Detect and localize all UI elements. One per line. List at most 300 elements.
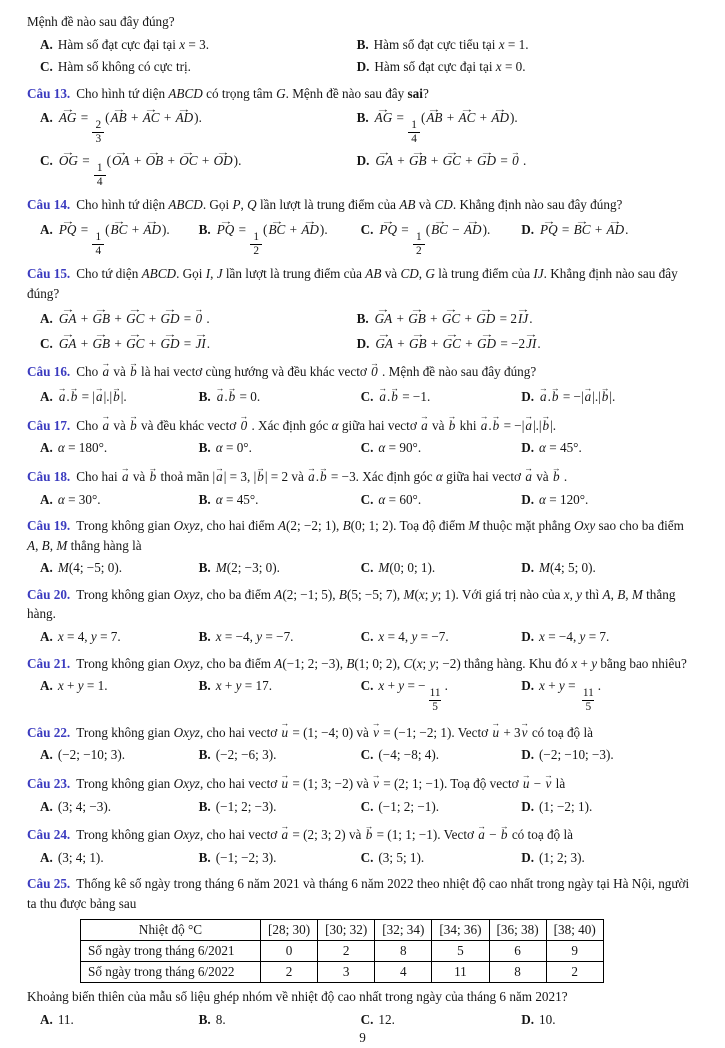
answer-option: [361, 438, 516, 458]
vector-symbol: a →: [102, 414, 111, 432]
option-letter: C.: [360, 440, 374, 456]
option-text: GA → + GB → + GC → + GD → = 0 → .: [374, 153, 526, 168]
vector-symbol: AD →: [606, 218, 626, 236]
fraction: $\frac{1}{4}$: [408, 119, 420, 145]
options-grid: [40, 797, 698, 817]
option-text: (−1; 2; −1).: [378, 798, 440, 814]
answer-option: [357, 331, 695, 353]
question-body: Trong không gian Oxyz, cho ba điểm A(−1; 2; −3), B(1; 0; 2), C(x; y; −2) thẳng hàng. Khu đó x + y bằng bao nhiêu?: [76, 655, 687, 671]
answer-option: [40, 676, 193, 713]
option-letter: C.: [360, 629, 374, 644]
question-block: [27, 264, 698, 353]
fraction: $\frac{1}{4}$: [94, 162, 106, 188]
vector-symbol: b →: [129, 360, 138, 378]
answer-option: [357, 57, 695, 77]
answer-option: [357, 35, 695, 55]
answer-option: [199, 745, 355, 765]
vector-symbol: u →: [281, 720, 290, 738]
vector-symbol: a →: [95, 385, 104, 403]
vector-symbol: u →: [281, 772, 290, 790]
vector-symbol: a →: [216, 385, 225, 403]
question-text: [27, 465, 698, 487]
vector-symbol: b →: [542, 414, 551, 432]
option-text: a →.b → = −1.: [378, 389, 430, 404]
answer-option: [40, 35, 351, 55]
answer-option: [40, 385, 193, 407]
question-body: Thống kê số ngày trong tháng 6 năm 2021 và tháng 6 năm 2022 theo nhiệt độ cao nhất trong ngày tại Hà Nội, người ta thu được bảng sau: [27, 876, 690, 911]
option-text: x + y = 17.: [215, 678, 272, 694]
vector-symbol: b →: [390, 385, 399, 403]
vector-symbol: GA →: [58, 307, 78, 325]
question-block: [27, 465, 698, 509]
answer-option: [357, 307, 695, 329]
table-header-cell: Nhiệt độ °C: [81, 920, 261, 941]
vector-symbol: AD →: [490, 106, 510, 124]
answer-option: [361, 745, 516, 765]
vector-symbol: b →: [319, 465, 328, 483]
answer-option: [361, 848, 516, 868]
vector-symbol: a →: [281, 823, 290, 841]
vector-symbol: a →: [477, 823, 486, 841]
answer-option: [40, 307, 351, 329]
option-text: x = 4, y = −7.: [378, 629, 449, 644]
answer-option: [199, 218, 355, 258]
vector-symbol: 0 →: [240, 414, 249, 432]
answer-option: [361, 627, 516, 647]
option-text: PQ → = BC → + AD →.: [539, 222, 628, 237]
answer-option: [199, 385, 355, 407]
vector-symbol: a →: [420, 414, 429, 432]
vector-symbol: AD →: [300, 218, 320, 236]
option-text: Hàm số đạt cực đại tại x = 0.: [374, 59, 526, 75]
fraction: $\frac{1}{4}$: [92, 231, 104, 257]
answer-option: [199, 558, 355, 578]
option-letter: D.: [521, 491, 535, 507]
table-header-cell: [34; 36): [432, 920, 489, 941]
vector-symbol: GB →: [407, 307, 427, 325]
vector-symbol: PQ →: [216, 218, 236, 236]
question-body: Trong không gian Oxyz, cho hai vectơ a → = (2; 3; 2) và b → = (1; 1; −1). Vectơ a → − b → có toạ độ là: [76, 827, 573, 842]
vector-symbol: GB →: [408, 331, 428, 349]
answer-option: [40, 848, 193, 868]
option-letter: A.: [40, 440, 53, 456]
question-label: Câu 20.: [27, 586, 71, 602]
vector-symbol: b →: [129, 414, 138, 432]
option-letter: D.: [356, 59, 370, 75]
question-label: Câu 19.: [27, 518, 71, 534]
question-text: [27, 772, 698, 794]
answer-option: [521, 627, 703, 647]
vector-symbol: a →: [215, 465, 224, 483]
question-label: Câu 22.: [27, 724, 71, 740]
vector-symbol: GD →: [476, 331, 497, 349]
vector-symbol: AG →: [374, 106, 394, 124]
option-text: (−1; 2; −3).: [215, 798, 277, 814]
question-body: Cho a → và b → và đều khác vectơ 0 → . Xác định góc α giữa hai vectơ a → và b → khi a →.b → = −|a →|.|b →|.: [76, 418, 556, 433]
vector-symbol: u →: [522, 772, 531, 790]
option-letter: D.: [521, 747, 535, 763]
option-text: α = 60°.: [378, 491, 422, 507]
question-body: Cho hai a → và b → thoả mãn |a →| = 3, |b →| = 2 và a →.b → = −3. Xác định góc α giữa hai vectơ a → và b → .: [76, 469, 567, 484]
question-body: Mệnh đề nào sau đây đúng?: [27, 14, 175, 29]
option-letter: C.: [40, 59, 53, 75]
table-cell: 9: [546, 941, 603, 962]
answer-option: [521, 797, 703, 817]
option-letter: B.: [356, 36, 369, 52]
fraction: $\frac{11}{5}$: [429, 686, 441, 713]
option-text: (−2; −10; −3).: [539, 747, 614, 763]
vector-symbol: OD →: [213, 149, 234, 167]
fraction: $\frac{1}{2}$: [413, 231, 425, 257]
table-cell: 6: [489, 941, 546, 962]
question-text: [27, 195, 698, 215]
question-block: [27, 720, 698, 764]
answer-option: [521, 745, 703, 765]
option-text: Hàm số đạt cực đại tại x = 3.: [57, 36, 210, 52]
vector-symbol: AG →: [58, 106, 78, 124]
table-header-cell: [32; 34): [375, 920, 432, 941]
question-body: Trong không gian Oxyz, cho hai điểm A(2; −2; 1), B(0; 1; 2). Toạ độ điểm M thuộc mặt phẳng Oxy sao cho ba điểm A, B, M thẳng hàng là: [27, 518, 684, 553]
table-cell: 2: [318, 941, 375, 962]
options-grid: [40, 1010, 698, 1030]
option-text: α = 45°.: [215, 491, 259, 507]
answer-option: [521, 558, 703, 578]
vector-symbol: GC →: [125, 331, 145, 349]
page-number: 9: [359, 1029, 366, 1045]
option-text: PQ → = $\frac{1}{4}$ (BC → + AD →).: [58, 222, 170, 237]
options-grid: [40, 745, 698, 765]
option-letter: A.: [40, 629, 53, 644]
answer-option: [361, 490, 516, 510]
option-text: x + y = $\frac{11}{5}$ .: [539, 678, 602, 713]
option-letter: B.: [198, 389, 211, 405]
table-cell: Số ngày trong tháng 6/2022: [81, 962, 261, 983]
vector-symbol: GD →: [159, 331, 180, 349]
option-letter: B.: [198, 849, 211, 865]
vector-symbol: GD →: [475, 307, 496, 325]
table-cell: 8: [489, 962, 546, 983]
question-text: [27, 12, 698, 32]
option-letter: D.: [356, 335, 370, 351]
answer-option: [521, 848, 703, 868]
vector-symbol: PQ →: [58, 218, 78, 236]
option-text: (1; 2; 3).: [539, 849, 585, 865]
option-text: (3; 4; −3).: [57, 798, 112, 814]
answer-option: [40, 490, 193, 510]
options-grid: [40, 218, 698, 258]
question-label: Câu 14.: [27, 197, 71, 213]
answer-option: [40, 218, 193, 258]
option-letter: D.: [521, 1011, 535, 1027]
option-letter: B.: [356, 110, 369, 126]
option-letter: A.: [40, 36, 53, 52]
answer-option: [361, 558, 516, 578]
vector-symbol: PQ →: [378, 218, 398, 236]
table-cell: 2: [546, 962, 603, 983]
answer-option: [521, 385, 703, 407]
option-letter: A.: [40, 491, 53, 507]
table-cell: 3: [318, 962, 375, 983]
vector-symbol: 0 →: [195, 307, 204, 325]
question-label: Câu 16.: [27, 364, 71, 380]
vector-symbol: AB →: [110, 106, 128, 124]
answer-option: [40, 106, 351, 146]
option-text: Hàm số không có cực trị.: [57, 59, 191, 75]
option-letter: C.: [360, 491, 374, 507]
table-cell: 5: [432, 941, 489, 962]
option-letter: B.: [198, 222, 211, 238]
question-label: Câu 17.: [27, 417, 71, 433]
option-text: M(2; −3; 0).: [215, 560, 280, 576]
table-header-cell: [30; 32): [318, 920, 375, 941]
vector-symbol: v →: [372, 772, 380, 790]
question-text: [27, 585, 698, 624]
answer-option: [357, 106, 695, 146]
table-cell: 11: [432, 962, 489, 983]
question-block: [27, 360, 698, 407]
question-body: Cho hình tứ diện ABCD. Gọi P, Q lần lượt là trung điểm của AB và CD. Khẳng định nào sau đây đúng?: [76, 197, 623, 213]
option-text: GA → + GB → + GC → + GD → = 0 → .: [58, 311, 210, 326]
option-letter: D.: [521, 222, 535, 238]
options-grid: [40, 438, 698, 458]
option-text: 11.: [57, 1011, 74, 1027]
answer-option: [521, 676, 703, 713]
answer-option: [40, 1010, 193, 1030]
vector-symbol: b →: [552, 465, 561, 483]
options-grid: [40, 385, 698, 407]
vector-symbol: a →: [307, 465, 316, 483]
question-text: [27, 360, 698, 382]
option-letter: B.: [198, 560, 211, 576]
options-grid: [40, 848, 698, 868]
vector-symbol: AB →: [425, 106, 443, 124]
question-text: [27, 516, 698, 555]
option-text: (−2; −10; 3).: [57, 747, 126, 763]
option-letter: C.: [360, 1011, 374, 1027]
option-text: a →.b → = 0.: [216, 389, 260, 404]
option-letter: A.: [40, 849, 53, 865]
option-text: α = 30°.: [57, 491, 101, 507]
vector-symbol: BC →: [430, 218, 449, 236]
option-letter: A.: [40, 1011, 53, 1027]
options-grid: [40, 676, 698, 713]
option-letter: B.: [356, 310, 369, 326]
option-letter: D.: [521, 629, 535, 644]
option-text: x = −4, y = 7.: [539, 629, 610, 644]
question-body: Trong không gian Oxyz, cho hai vectơ u → = (1; 3; −2) và v → = (2; 1; −1). Toạ độ vectơ u → − v → là: [76, 776, 565, 791]
question-body: Cho a → và b → là hai vectơ cùng hướng và đều khác vectơ 0 → . Mệnh đề nào sau đây đúng?: [76, 364, 536, 379]
question-post-text: Khoảng biến thiên của mẫu số liệu ghép nhóm về nhiệt độ cao nhất trong ngày của tháng 6 năm 2021?: [27, 989, 568, 1005]
vector-symbol: JI →: [195, 331, 207, 349]
question-block: [27, 654, 698, 714]
table-cell: 2: [261, 962, 318, 983]
fraction: $\frac{1}{2}$: [250, 231, 262, 257]
temperature-table: [80, 919, 604, 983]
question-label: Câu 24.: [27, 827, 71, 843]
question-label: Câu 21.: [27, 655, 71, 671]
answer-option: [40, 558, 193, 578]
question-body: Trong không gian Oxyz, cho ba điểm A(2; −1; 5), B(5; −5; 7), M(x; y; 1). Với giá trị nào của x, y thì A, B, M thẳng hàng.: [27, 586, 676, 622]
option-letter: C.: [360, 222, 374, 238]
option-letter: D.: [521, 560, 535, 576]
option-letter: D.: [356, 152, 370, 168]
question-block: [27, 516, 698, 578]
option-text: M(4; 5; 0).: [539, 560, 596, 576]
options-grid: [40, 627, 698, 647]
answer-option: [521, 438, 703, 458]
question-text: [27, 654, 698, 674]
option-text: x + y = − $\frac{11}{5}$ .: [378, 678, 448, 713]
question-text: [27, 414, 698, 436]
question-text: [27, 874, 698, 913]
vector-symbol: b →: [70, 385, 79, 403]
vector-symbol: BC →: [267, 218, 286, 236]
vector-symbol: b →: [500, 823, 509, 841]
option-text: M(0; 0; 1).: [378, 560, 436, 576]
answer-option: [40, 438, 193, 458]
vector-symbol: v →: [521, 720, 529, 738]
vector-symbol: GD →: [159, 307, 180, 325]
options-grid: [40, 558, 698, 578]
answer-option: [40, 745, 193, 765]
option-letter: C.: [360, 560, 374, 576]
answer-option: [40, 57, 351, 77]
vector-symbol: 0 →: [370, 360, 379, 378]
option-text: AG → = $\frac{2}{3}$ (AB → + AC → + AD →).: [58, 110, 202, 125]
question-body: Cho hình tứ diện ABCD có trọng tâm G. Mệnh đề nào sau đây sai?: [76, 85, 429, 101]
option-text: α = 120°.: [539, 491, 589, 507]
vector-symbol: a →: [378, 385, 387, 403]
option-letter: C.: [360, 747, 374, 763]
vector-symbol: JI →: [525, 331, 537, 349]
vector-symbol: b →: [551, 385, 560, 403]
option-letter: C.: [40, 335, 53, 351]
option-text: M(4; −5; 0).: [57, 560, 123, 576]
table-cell: Số ngày trong tháng 6/2021: [81, 941, 261, 962]
vector-symbol: GB →: [91, 331, 111, 349]
table-header-cell: [36; 38): [489, 920, 546, 941]
option-text: (1; −2; 1).: [539, 798, 593, 814]
options-grid: [40, 106, 698, 188]
option-text: 10.: [539, 1011, 556, 1027]
option-letter: B.: [198, 747, 211, 763]
option-letter: D.: [521, 678, 535, 694]
options-grid: [40, 35, 698, 77]
option-text: PQ → = $\frac{1}{2}$ (BC → − AD →).: [378, 222, 490, 237]
vector-symbol: a →: [102, 360, 111, 378]
option-letter: D.: [521, 798, 535, 814]
question-text: [27, 720, 698, 742]
question-block: [27, 12, 698, 77]
answer-option: [40, 627, 193, 647]
vector-symbol: a →: [480, 414, 489, 432]
option-letter: D.: [521, 389, 535, 405]
option-text: OG → = $\frac{1}{4}$ (OA → + OB → + OC → + OD →).: [58, 153, 242, 168]
answer-option: [361, 218, 516, 258]
vector-symbol: OC →: [178, 149, 198, 167]
option-text: (3; 4; 1).: [57, 849, 104, 865]
option-letter: A.: [40, 747, 53, 763]
option-text: (−4; −8; 4).: [378, 747, 440, 763]
question-label: Câu 15.: [27, 266, 71, 282]
vector-symbol: OB →: [145, 149, 165, 167]
options-grid: [40, 307, 698, 354]
table-cell: 0: [261, 941, 318, 962]
option-text: Hàm số đạt cực tiểu tại x = 1.: [373, 36, 529, 52]
option-letter: A.: [40, 678, 53, 694]
option-text: GA → + GB → + GC → + GD → = 2IJ →.: [374, 311, 533, 326]
answer-option: [199, 1010, 355, 1030]
option-letter: A.: [40, 798, 53, 814]
vector-symbol: a →: [58, 385, 67, 403]
question-block: [27, 195, 698, 257]
answer-option: [357, 149, 695, 189]
option-text: x + y = 1.: [57, 678, 108, 694]
questions: [27, 10, 698, 1030]
vector-symbol: v →: [372, 720, 380, 738]
option-letter: A.: [40, 389, 53, 405]
table-slot: [80, 919, 698, 983]
question-body: Cho tứ diện ABCD. Gọi I, J lần lượt là trung điểm của AB và CD, G là trung điểm của IJ. Khẳng định nào sau đây đúng?: [27, 266, 678, 301]
question-text: [27, 84, 698, 104]
table-cell: 4: [375, 962, 432, 983]
fraction: $\frac{2}{3}$: [92, 119, 104, 145]
table-header-cell: [38; 40): [546, 920, 603, 941]
option-text: α = 0°.: [215, 440, 252, 456]
option-letter: C.: [360, 678, 374, 694]
option-letter: C.: [360, 389, 374, 405]
answer-option: [361, 797, 516, 817]
option-text: a →.b → = |a →|.|b →|.: [58, 389, 127, 404]
option-letter: B.: [198, 491, 211, 507]
vector-symbol: 0 →: [511, 149, 520, 167]
table-header-cell: [28; 30): [261, 920, 318, 941]
option-letter: B.: [198, 440, 211, 456]
answer-option: [40, 797, 193, 817]
option-letter: C.: [40, 152, 53, 168]
option-letter: A.: [40, 560, 53, 576]
vector-symbol: GA →: [374, 331, 394, 349]
vector-symbol: a →: [584, 385, 593, 403]
answer-option: [40, 149, 351, 189]
table-cell: 8: [375, 941, 432, 962]
question-block: [27, 772, 698, 816]
option-text: 12.: [378, 1011, 395, 1027]
vector-symbol: AC →: [458, 106, 477, 124]
vector-symbol: AD →: [142, 218, 162, 236]
vector-symbol: b →: [228, 385, 237, 403]
answer-option: [40, 331, 351, 353]
answer-option: [521, 218, 703, 258]
vector-symbol: b →: [601, 385, 610, 403]
question-label: Câu 13.: [27, 85, 71, 101]
option-text: AG → = $\frac{1}{4}$ (AB → + AC → + AD →).: [374, 110, 518, 125]
question-block: [27, 84, 698, 189]
answer-option: [521, 490, 703, 510]
option-letter: B.: [198, 629, 211, 644]
answer-option: [199, 627, 355, 647]
option-text: x = −4, y = −7.: [215, 629, 294, 644]
option-text: a →.b → = −|a →|.|b →|.: [539, 389, 615, 404]
vector-symbol: AD →: [463, 218, 483, 236]
option-letter: B.: [198, 678, 211, 694]
vector-symbol: GC →: [442, 331, 462, 349]
answer-option: [521, 1010, 703, 1030]
answer-option: [199, 848, 355, 868]
vector-symbol: AD →: [175, 106, 195, 124]
answer-option: [361, 385, 516, 407]
vector-symbol: OG →: [58, 149, 79, 167]
